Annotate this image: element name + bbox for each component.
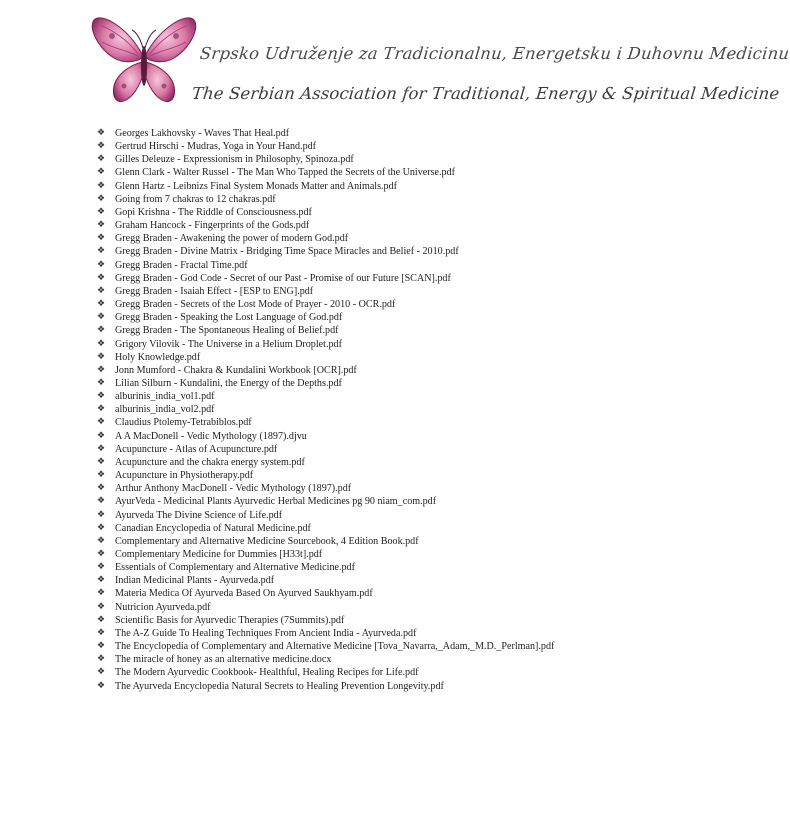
file-name: Ayurveda The Divine Science of Life.pdf [115,509,283,521]
bullet-icon: ❖ [97,588,106,599]
list-item [97,232,577,245]
list-item [97,390,577,403]
bullet-icon: ❖ [97,535,106,546]
file-name: Holy Knowledge.pdf [115,351,201,363]
file-name: Nutricion Ayurveda.pdf [115,601,211,613]
file-name: alburinis_india_vol1.pdf [115,391,215,403]
list-item [97,153,577,166]
file-name: Canadian Encyclopedia of Natural Medicine.pdf [115,522,311,534]
list-item [97,272,577,285]
bullet-icon: ❖ [97,641,106,652]
list-item [97,285,577,298]
bullet-icon: ❖ [97,299,106,310]
file-name: AyurVeda - Medicinal Plants Ayurvedic Herbal Medicines pg 90 niam_com.pdf [115,496,437,508]
bullet-icon: ❖ [97,456,106,467]
document-header [0,0,790,120]
bullet-icon: ❖ [97,285,106,296]
bullet-icon: ❖ [97,206,106,217]
bullet-icon: ❖ [97,141,106,152]
file-name: Gregg Braden - Awakening the power of modern God.pdf [115,233,349,245]
list-item [97,535,577,548]
file-name: The Ayurveda Encyclopedia Natural Secrets to Healing Prevention Longevity.pdf [115,680,444,692]
bullet-icon: ❖ [97,167,106,178]
file-name: The Modern Ayurvedic Cookbook- Healthful, Healing Recipes for Life.pdf [115,667,419,679]
bullet-icon: ❖ [97,259,106,270]
list-item [97,377,577,390]
list-item [97,180,577,193]
file-name: Materia Medica Of Ayurveda Based On Ayurved Saukhyam.pdf [115,588,373,600]
file-name: Acupuncture and the chakra energy system.pdf [115,456,305,468]
list-item [97,469,577,482]
file-name: Georges Lakhovsky - Waves That Heal.pdf [115,128,290,139]
bullet-icon: ❖ [97,549,106,559]
bullet-icon: ❖ [97,575,106,586]
bullet-icon: ❖ [97,601,106,612]
file-name: alburinis_india_vol2.pdf [115,404,215,416]
list-item [97,522,577,535]
bullet-icon: ❖ [97,364,106,375]
list-item [97,680,577,693]
file-name: Gregg Braden - Fractal Time.pdf [115,259,248,271]
list-item [97,640,577,653]
file-name: The A-Z Guide To Healing Techniques From Ancient India - Ayurveda.pdf [115,627,417,639]
list-item [97,140,577,153]
file-name: Lilian Silburn - Kundalini, the Energy of the Depths.pdf [115,377,342,389]
file-name: Gopi Krishna - The Riddle of Consciousness.pdf [115,206,312,218]
list-item [97,509,577,522]
file-list [97,127,577,693]
list-item [97,574,577,587]
file-name: Jonn Mumford - Chakra & Kundalini Workbook [OCR].pdf [115,364,357,376]
list-item [97,127,577,140]
bullet-icon: ❖ [97,193,106,204]
file-name: Gregg Braden - The Spontaneous Healing of Belief.pdf [115,325,339,337]
butterfly-logo-icon [88,8,200,116]
file-name: Gertrud Hirschi - Mudras, Yoga in Your Hand.pdf [115,141,317,153]
bullet-icon: ❖ [97,654,106,665]
bullet-icon: ❖ [97,246,106,257]
list-item [97,548,577,561]
bullet-icon: ❖ [97,483,106,494]
list-item [97,456,577,469]
bullet-icon: ❖ [97,351,106,362]
bullet-icon: ❖ [97,627,106,638]
bullet-icon: ❖ [97,154,106,165]
bullet-icon: ❖ [97,667,106,678]
bullet-icon: ❖ [97,680,106,691]
list-item [97,259,577,272]
list-item [97,193,577,206]
list-item [97,614,577,627]
list-item [97,495,577,508]
bullet-icon: ❖ [97,180,106,191]
list-item [97,324,577,337]
file-name: Glenn Clark - Walter Russel - The Man Who Tapped the Secrets of the Universe.pdf [115,167,455,179]
list-item [97,403,577,416]
file-name: Going from 7 chakras to 12 chakras.pdf [115,193,276,205]
bullet-icon: ❖ [97,404,106,415]
file-name: Scientific Basis for Ayurvedic Therapies (7Summits).pdf [115,614,345,626]
file-name: Complementary and Alternative Medicine Sourcebook, 4 Edition Book.pdf [115,535,419,547]
bullet-icon: ❖ [97,417,106,428]
file-name: The Encyclopedia of Complementary and Alternative Medicine [Tova_Navarra,_Adam,_M.D._Perlman].pdf [115,641,555,653]
bullet-icon: ❖ [97,522,106,533]
list-item [97,561,577,574]
list-item [97,206,577,219]
file-name: Gregg Braden - God Code - Secret of our Past - Promise of our Future [SCAN].pdf [115,272,451,284]
bullet-icon: ❖ [97,325,106,336]
bullet-icon: ❖ [97,614,106,625]
bullet-icon: ❖ [97,509,106,520]
list-item [97,482,577,495]
file-name: Arthur Anthony MacDonell - Vedic Mythology (1897).pdf [115,483,352,495]
bullet-icon: ❖ [97,470,106,481]
bullet-icon: ❖ [97,377,106,388]
bullet-icon: ❖ [97,443,106,454]
list-item [97,627,577,640]
list-item [97,311,577,324]
bullet-icon: ❖ [97,338,106,349]
list-item [97,666,577,679]
file-name: Gregg Braden - Secrets of the Lost Mode of Prayer - 2010 - OCR.pdf [115,299,396,311]
list-item [97,430,577,443]
list-item [97,166,577,179]
header-title-serbian: Srpsko Udruženje za Tradicionalnu, Energetsku i Duhovnu Medicinu [199,44,790,63]
file-name: A A MacDonell - Vedic Mythology (1897).djvu [115,430,307,442]
bullet-icon: ❖ [97,496,106,507]
file-name: Gregg Braden - Divine Matrix - Bridging Time Space Miracles and Belief - 2010.pdf [115,246,459,258]
bullet-icon: ❖ [97,128,106,138]
list-item [97,364,577,377]
list-item [97,416,577,429]
file-name: Gilles Deleuze - Expressionism in Philosophy, Spinoza.pdf [115,154,354,166]
file-name: Grigory Vilovik - The Universe in a Helium Droplet.pdf [115,338,342,350]
file-name: Complementary Medicine for Dummies [H33t].pdf [115,549,323,560]
file-name: Gregg Braden - Speaking the Lost Language of God.pdf [115,312,343,324]
bullet-icon: ❖ [97,562,106,573]
file-name: Graham Hancock - Fingerprints of the Gods.pdf [115,220,310,232]
bullet-icon: ❖ [97,312,106,323]
list-item [97,443,577,456]
bullet-icon: ❖ [97,220,106,231]
file-name: Claudius Ptolemy-Tetrabiblos.pdf [115,417,252,429]
bullet-icon: ❖ [97,391,106,402]
file-name: The miracle of honey as an alternative medicine.docx [115,654,332,666]
list-item [97,245,577,258]
bullet-icon: ❖ [97,430,106,441]
list-item [97,587,577,600]
list-item [97,219,577,232]
file-name: Indian Medicinal Plants - Ayurveda.pdf [115,575,275,587]
file-name: Gregg Braden - Isaiah Effect - [ESP to ENG].pdf [115,285,314,297]
bullet-icon: ❖ [97,272,106,283]
list-item [97,653,577,666]
header-title-english: The Serbian Association for Traditional, Energy & Spiritual Medicine [191,84,781,103]
file-name: Acupuncture in Physiotherapy.pdf [115,470,254,482]
bullet-icon: ❖ [97,233,106,244]
file-name: Essentials of Complementary and Alternative Medicine.pdf [115,562,355,574]
list-item [97,601,577,614]
list-item [97,298,577,311]
file-name: Acupuncture - Atlas of Acupuncture.pdf [115,443,278,455]
file-name: Glenn Hartz - Leibnizs Final System Monads Matter and Animals.pdf [115,180,398,192]
list-item [97,338,577,351]
list-item [97,351,577,364]
